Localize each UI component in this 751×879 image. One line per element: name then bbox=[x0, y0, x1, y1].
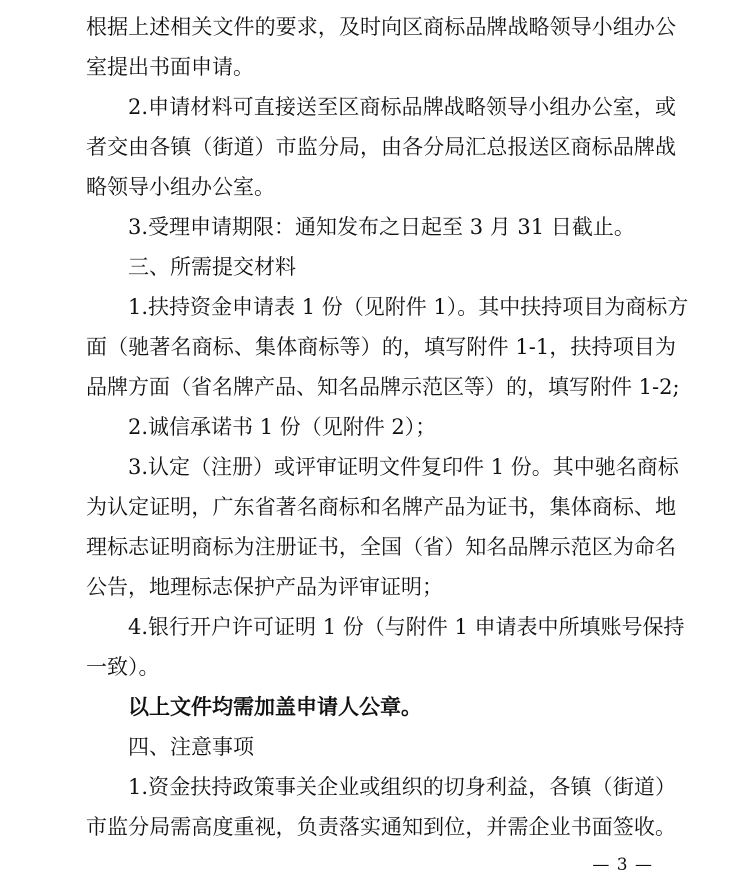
paragraph-line: 品牌方面（省名牌产品、知名品牌示范区等）的，填写附件 1-2; bbox=[86, 375, 680, 399]
section-heading: 三、所需提交材料 bbox=[128, 255, 296, 279]
paragraph-line: 2.诚信承诺书 1 份（见附件 2）； bbox=[128, 415, 437, 439]
paragraph-line: 4.银行开户许可证明 1 份（与附件 1 申请表中所填账号保持 bbox=[128, 615, 685, 639]
paragraph-line: 2.申请材料可直接送至区商标品牌战略领导小组办公室，或 bbox=[128, 95, 676, 119]
paragraph-line: 公告，地理标志保护产品为评审证明； bbox=[86, 575, 443, 599]
paragraph-line: 略领导小组办公室。 bbox=[86, 175, 275, 199]
paragraph-line: 一致）。 bbox=[86, 655, 160, 679]
paragraph-line: 室提出书面申请。 bbox=[86, 55, 254, 79]
paragraph-line: 3.受理申请期限：通知发布之日起至 3 月 31 日截止。 bbox=[128, 215, 635, 239]
paragraph-line: 理标志证明商标为注册证书，全国（省）知名品牌示范区为命名 bbox=[86, 535, 676, 559]
emphasis-line: 以上文件均需加盖申请人公章。 bbox=[128, 695, 422, 719]
paragraph-line: 者交由各镇（街道）市监分局，由各分局汇总报送区商标品牌战 bbox=[86, 135, 676, 159]
section-heading: 四、注意事项 bbox=[128, 735, 254, 759]
paragraph-line: 为认定证明，广东省著名商标和名牌产品为证书，集体商标、地 bbox=[86, 495, 676, 519]
paragraph-line: 1.扶持资金申请表 1 份（见附件 1）。其中扶持项目为商标方 bbox=[128, 295, 689, 319]
page-number: — 3 — bbox=[592, 855, 653, 875]
paragraph-line: 1.资金扶持政策事关企业或组织的切身利益，各镇（街道） bbox=[128, 775, 676, 799]
paragraph-line: 面（驰著名商标、集体商标等）的，填写附件 1-1，扶持项目为 bbox=[86, 335, 676, 359]
paragraph-line: 根据上述相关文件的要求，及时向区商标品牌战略领导小组办公 bbox=[86, 15, 676, 39]
paragraph-line: 3.认定（注册）或评审证明文件复印件 1 份。其中驰名商标 bbox=[128, 455, 679, 479]
paragraph-line: 市监分局需高度重视，负责落实通知到位，并需企业书面签收。 bbox=[86, 815, 676, 839]
